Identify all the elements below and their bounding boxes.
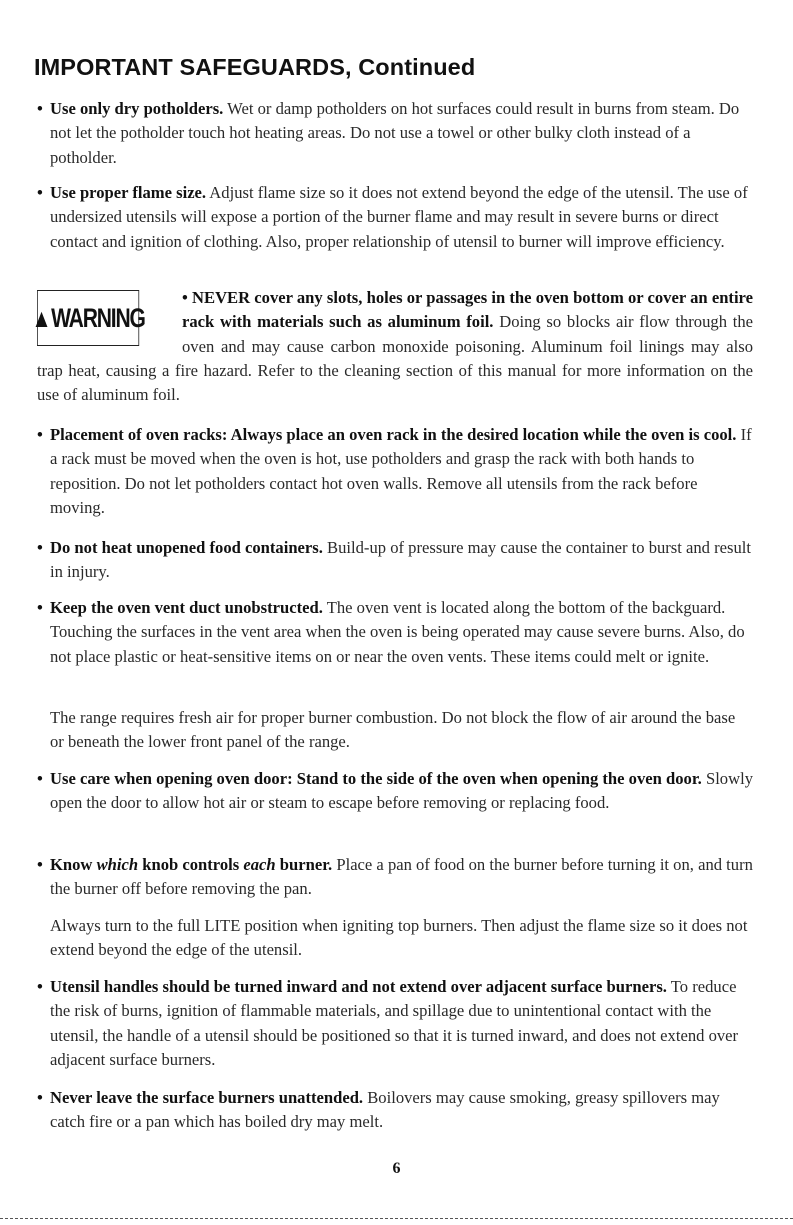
safeguard-oven-racks: [37, 423, 753, 520]
safeguard-lead: Never leave the surface burners unattended.: [50, 1088, 364, 1107]
bullet: •: [37, 183, 43, 202]
safeguard-know-knob: [37, 853, 753, 902]
safeguard-flame-size: [37, 181, 753, 254]
knob-lead-c: knob controls: [138, 855, 244, 874]
bullet: •: [37, 598, 43, 617]
safeguard-body: Build-up of pressure may cause the container to burst and result in injury.: [50, 538, 751, 582]
safeguard-body: Adjust flame size so it does not extend beyond the edge of the utensil. The use of undersized utensils will expose a portion of the burner flame and may result in severe burns or direct contact and ignition of clothing. Also, proper relationship of utensil to burner will improve efficiency.: [50, 183, 748, 251]
warning-badge: [31, 290, 145, 346]
bullet: •: [37, 99, 43, 118]
warning-lead: NEVER cover any slots, holes or passages in the oven bottom or cover an entire rack with materials such as aluminum foil.: [182, 288, 753, 332]
safeguard-oven-door: [37, 767, 753, 816]
bottom-divider: [0, 1218, 793, 1219]
safeguard-body: To reduce the risk of burns, ignition of flammable materials, and spillage due to unintentional contact with the utensil, the handle of a utensil should be positioned so that it is turned inward, and does not extend over adjacent surface burners.: [50, 977, 739, 1069]
safeguard-body: If a rack must be moved when the oven is hot, use potholders and grasp the rack with both hands to reposition. Do not let potholders contact hot oven walls. Remove all utensils from the rack before moving.: [50, 425, 752, 517]
bullet: •: [37, 538, 43, 557]
warning-block: [31, 286, 754, 407]
safeguard-body: Place a pan of food on the burner before turning it on, and turn the burner off before removing the pan.: [50, 855, 753, 899]
bullet: •: [37, 769, 43, 788]
warning-triangle-icon: ▲: [31, 302, 51, 333]
note-fresh-air: The range requires fresh air for proper burner combustion. Do not block the flow of air around the base or beneath the lower front panel of the range.: [50, 708, 736, 752]
safeguard-lead: Use care when opening oven door: Stand to the side of the oven when opening the oven door.: [50, 769, 702, 788]
bullet: •: [37, 425, 43, 444]
bullet: •: [37, 855, 43, 874]
safeguard-unattended-burners: [37, 1086, 753, 1135]
safeguard-body: Boilovers may cause smoking, greasy spillovers may catch fire or a pan which has boiled dry may melt.: [50, 1088, 720, 1132]
safeguard-body: The oven vent is located along the bottom of the backguard. Touching the surfaces in the vent area when the oven is being operated may cause severe burns. Also, do not place plastic or heat-sensitive items on or near the oven vents. These items could melt or ignite.: [50, 598, 745, 666]
safeguard-lead: Utensil handles should be turned inward and not extend over adjacent surface burners.: [50, 977, 667, 996]
safeguard-dry-potholders: [37, 97, 753, 170]
safeguard-vent-duct: [37, 596, 753, 669]
safeguard-body: Wet or damp potholders on hot surfaces could result in burns from steam. Do not let the potholder touch hot heating areas. Do not use a towel or other bulky cloth instead of a potholder.: [50, 99, 740, 167]
safeguard-lead: Do not heat unopened food containers.: [50, 538, 323, 557]
warning-badge-text: WARNING: [51, 302, 145, 333]
warning-body: Doing so blocks air flow through the oven and may cause carbon monoxide poisoning. Aluminum foil linings may also trap heat, causing a fire hazard. Refer to the cleaning section of this manual for more information on the use of aluminum foil.: [37, 312, 754, 405]
note-lite-position: Always turn to the full LITE position when igniting top burners. Then adjust the flame size so it does not extend beyond the edge of the utensil.: [50, 916, 748, 960]
safeguard-body: Slowly open the door to allow hot air or steam to escape before removing or replacing food.: [50, 769, 753, 813]
safeguard-lead: Placement of oven racks: Always place an oven rack in the desired location while the oven is cool.: [50, 425, 737, 444]
safeguard-lead: Use proper flame size.: [50, 183, 207, 202]
safeguard-utensil-handles: [37, 975, 753, 1072]
safeguard-lead: Keep the oven vent duct unobstructed.: [50, 598, 323, 617]
bullet: •: [182, 288, 188, 307]
knob-lead-each: each: [243, 855, 276, 874]
knob-lead-e: burner.: [275, 855, 333, 874]
page-number: 6: [392, 1160, 401, 1177]
safeguard-lead: Use only dry potholders.: [50, 99, 224, 118]
knob-lead-which: which: [96, 855, 139, 874]
bullet: •: [37, 1088, 43, 1107]
knob-lead-a: Know: [50, 855, 97, 874]
bullet: •: [37, 977, 43, 996]
page-title: IMPORTANT SAFEGUARDS, Continued: [34, 54, 476, 80]
safeguard-food-containers: [37, 536, 753, 585]
